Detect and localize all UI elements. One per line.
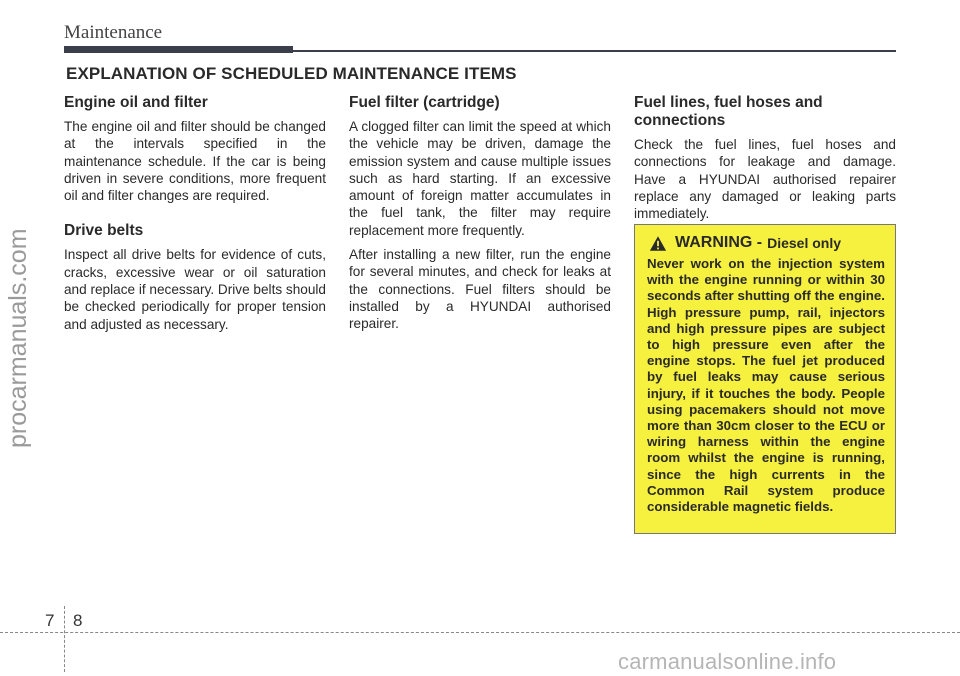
fuel-filter-heading: Fuel filter (cartridge) <box>349 94 500 111</box>
footer-rule <box>0 632 960 633</box>
fuel-lines-heading: Fuel lines, fuel hoses and connections <box>634 94 823 129</box>
bottom-watermark: carmanualsonline.info <box>618 649 837 674</box>
column-right <box>634 94 896 229</box>
column-middle <box>349 94 611 340</box>
page-number: 8 <box>73 611 83 630</box>
warning-text: Never work on the injection system with the engine running or within 30 seconds after shutting off the engine. High pressure pump, rail, injectors and high pressure pipes are subject to high pressure even after the engine stops. The fuel jet produced by fuel leaks may cause serious injury, if it touches the body. People using pacemakers should not move more than 30cm closer to the ECU or wiring harness within the engine room whilst the engine is running, since the high currents in the Common Rail system produce considerable magnetic fields. <box>647 256 885 515</box>
warning-title: WARNING - <box>675 234 763 251</box>
footer-divider <box>64 606 65 672</box>
drive-belts-heading: Drive belts <box>64 222 144 240</box>
engine-oil-text: The engine oil and filter should be changed at the intervals specified in the maintenance schedule. If the car is being driven in severe conditions, more frequent oil and filter changes are required. <box>64 119 326 204</box>
fuel-filter-text-1: A clogged filter can limit the speed at which the vehicle may be driven, damage the emission system and cause multiple issues such as hard starting. If an excessive amount of foreign matter accumulates in the fuel tank, the filter may require replacement more frequently. <box>349 119 611 238</box>
header-rule <box>293 50 896 52</box>
header-accent-bar <box>64 46 293 53</box>
chapter-number: 7 <box>45 611 55 630</box>
fuel-lines-text: Check the fuel lines, fuel hoses and connections for leakage and damage. Have a HYUNDAI authorised repairer replace any damaged or leaking parts immediately. <box>634 137 896 222</box>
column-left <box>64 94 326 340</box>
warning-box <box>634 224 896 534</box>
side-watermark: procarmanuals.com <box>4 228 32 448</box>
section-heading: EXPLANATION OF SCHEDULED MAINTENANCE ITEMS <box>66 64 517 83</box>
fuel-filter-text-2: After installing a new filter, run the engine for several minutes, and check for leaks at the connections. Fuel filters should be installed by a HYUNDAI authorised repairer. <box>349 247 611 332</box>
warning-triangle-icon <box>649 235 667 252</box>
header-title: Maintenance <box>64 22 163 43</box>
warning-header <box>647 234 885 252</box>
drive-belts-text: Inspect all drive belts for evidence of cuts, cracks, excessive wear or oil saturation and replace if necessary. Drive belts should be checked periodically for proper tension and adjusted as necessary. <box>64 247 326 332</box>
warning-subtitle: Diesel only <box>767 235 842 251</box>
engine-oil-heading: Engine oil and filter <box>64 94 208 111</box>
